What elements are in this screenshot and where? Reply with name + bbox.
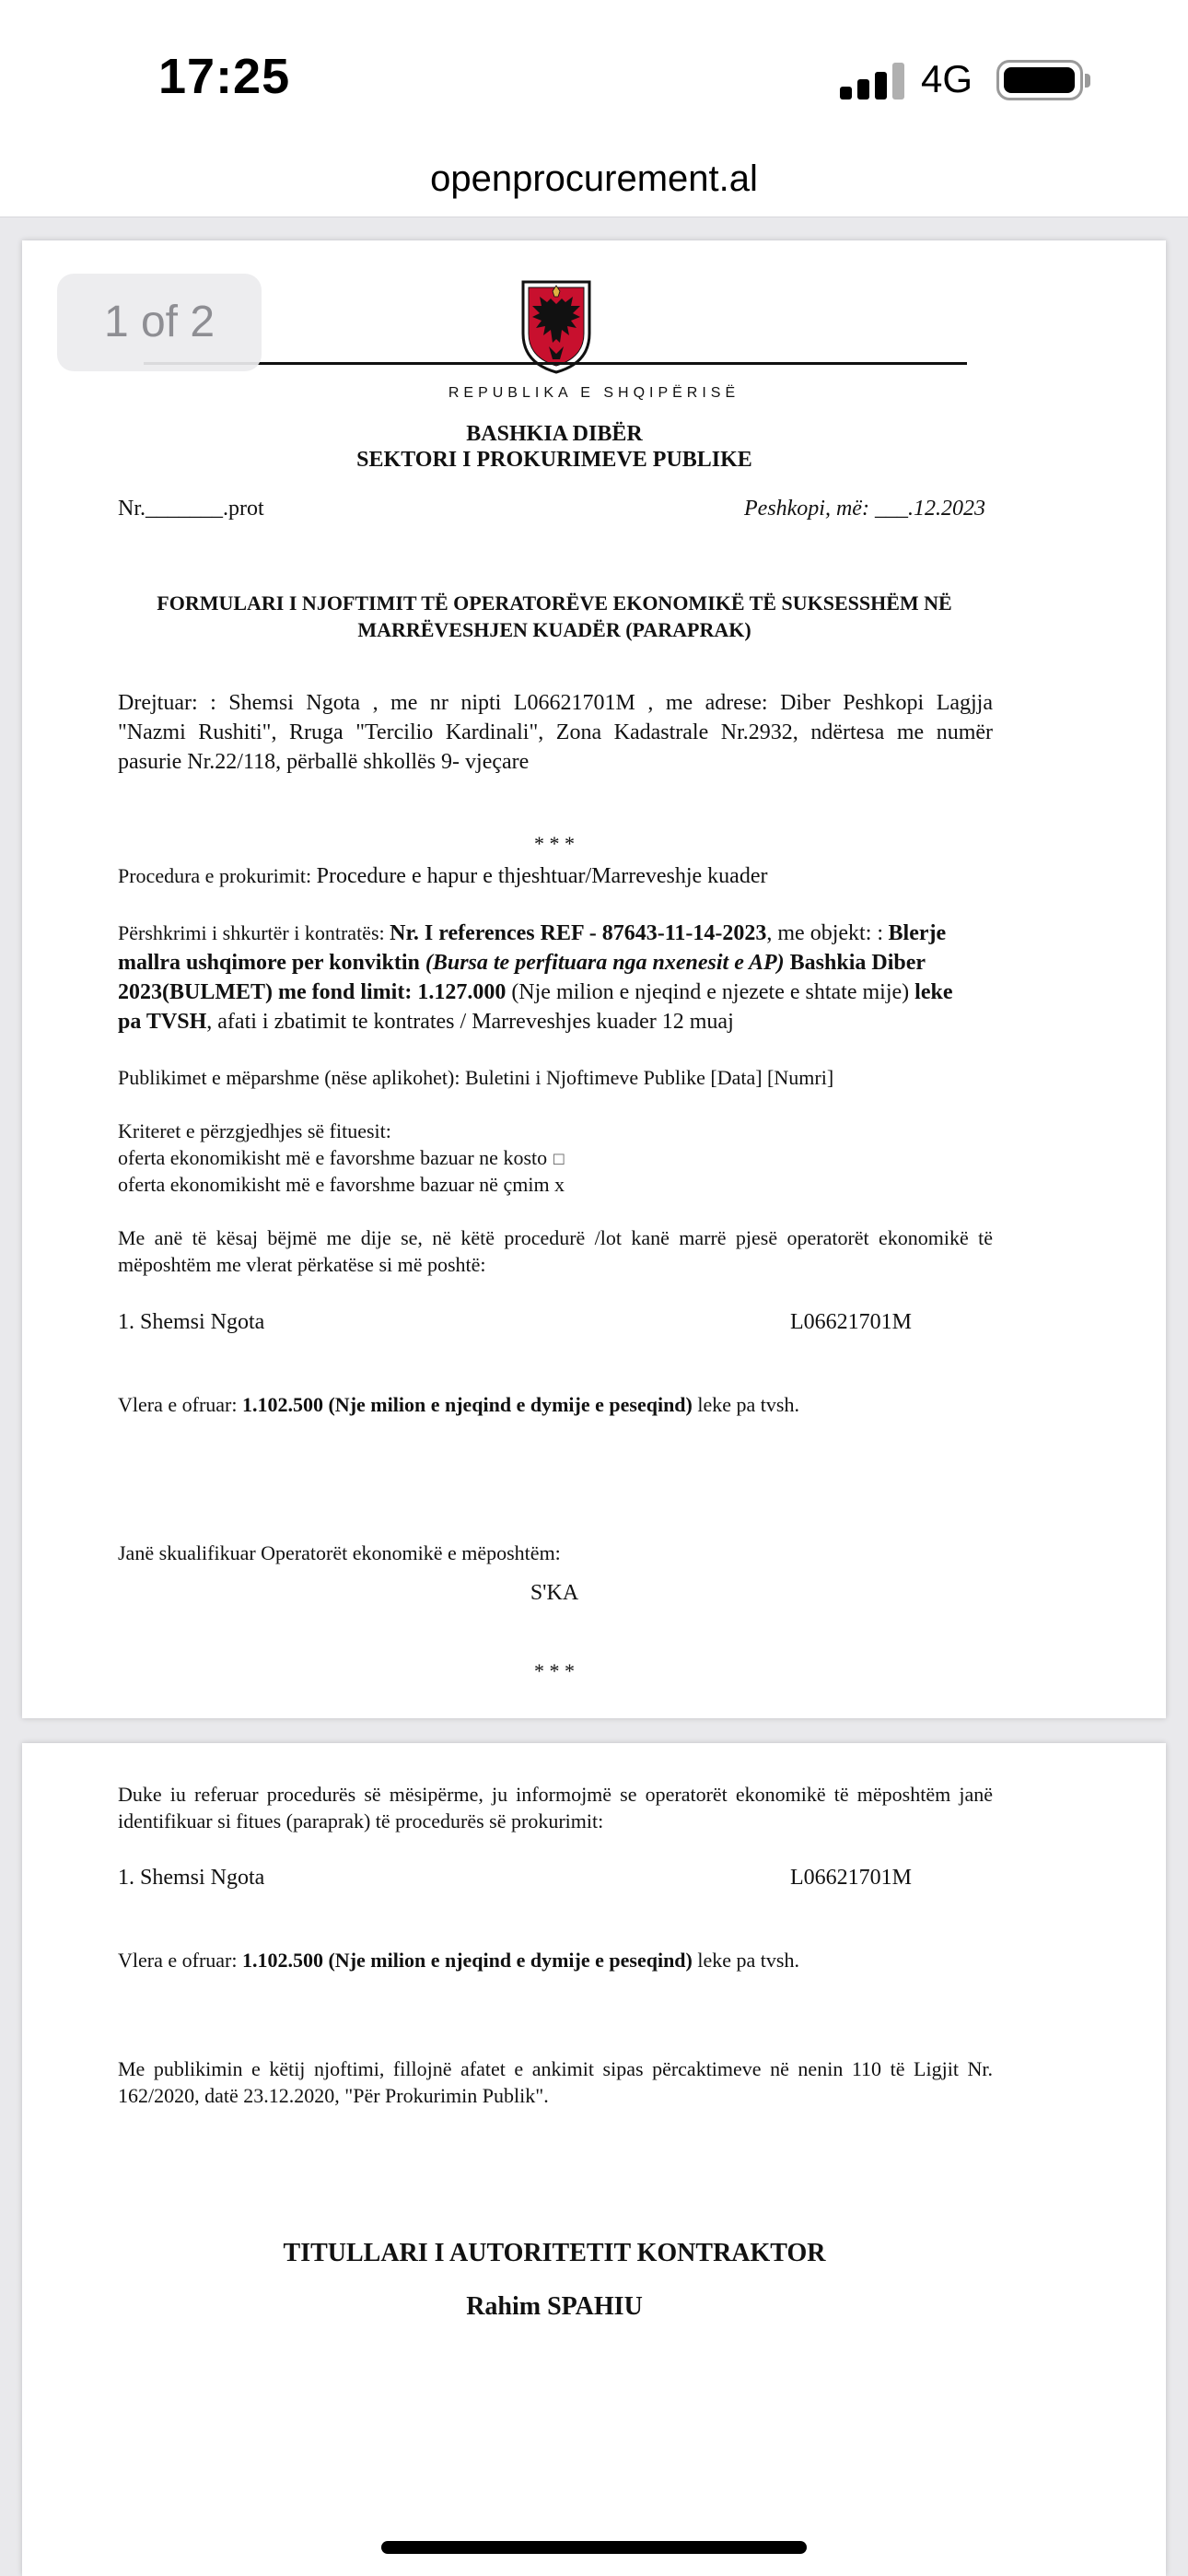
offer-label-2: Vlera e ofruar: xyxy=(118,1949,238,1972)
procedura-label: Procedura e prokurimit: xyxy=(118,864,312,887)
header-rule xyxy=(144,362,967,365)
address-bar[interactable] xyxy=(0,147,1188,217)
cellular-signal-icon xyxy=(840,63,906,100)
afati: , afati i zbatimit te kontrates / Marreveshjes kuader 12 muaj xyxy=(206,1010,734,1034)
page-indicator[interactable]: 1 of 2 xyxy=(57,274,262,371)
publikimet: Publikimet e mëparshme (nëse aplikohet): Buletini i Njoftimeve Publike [Data] [Numri] xyxy=(118,1066,834,1089)
procedura-row xyxy=(118,862,767,891)
pershkrimi-label: Përshkrimi i shkurtër i kontratës: xyxy=(118,921,385,944)
sektori-name: SEKTORI I PROKURIMEVE PUBLIKE xyxy=(356,448,752,472)
disqualified-value: S'KA xyxy=(530,1581,579,1605)
winners-intro-line1: Duke iu referuar procedurës së mësipërme, ju informojmë se operatorët ekonomikë të mëposhtëm janë xyxy=(118,1783,993,1806)
form-title-line1: FORMULARI I NJOFTIMIT TË OPERATORËVE EKONOMIKË TË SUKSESSHËM NË xyxy=(157,591,952,615)
fond-words: (Nje milion e njeqind e njezete e shtate mije) xyxy=(511,980,910,1004)
protocol-number: Nr._______.prot xyxy=(118,497,264,521)
objekt-text: mallra ushqimore per konviktin xyxy=(118,951,420,975)
offer-value: 1.102.500 (Nje milion e njeqind e dymije e peseqind) xyxy=(241,1393,693,1416)
offer-suffix-2: leke pa tvsh. xyxy=(697,1949,799,1972)
bashkia-name: BASHKIA DIBËR xyxy=(466,422,643,446)
separator-1: * * * xyxy=(534,832,575,855)
participant-nipt: L06621701M xyxy=(790,1310,912,1334)
separator-2: * * * xyxy=(534,1659,575,1682)
offer-label: Vlera e ofruar: xyxy=(118,1393,238,1416)
signature-name: Rahim SPAHIU xyxy=(466,2292,643,2321)
albanian-emblem-icon xyxy=(519,278,593,374)
offer-value-2: 1.102.500 (Nje milion e njeqind e dymije e peseqind) xyxy=(241,1949,693,1972)
signature-title: TITULLARI I AUTORITETIT KONTRAKTOR xyxy=(283,2239,826,2267)
participants-intro-line1: Me anë të kësaj bëjmë me dije se, në këtë procedurë /lot kanë marrë pjesë operatorët ekonomikë të xyxy=(118,1226,993,1249)
winner-name: 1. Shemsi Ngota xyxy=(118,1866,265,1890)
republika-header: REPUBLIKA E SHQIPËRISË xyxy=(448,385,740,401)
drejtuar-line3: pasurie Nr.22/118, përballë shkollës 9- vjeçare xyxy=(118,750,530,774)
pershkrimi-line4 xyxy=(118,1008,734,1036)
pa-tvsh: pa TVSH xyxy=(118,1010,207,1034)
pershkrimi-line1 xyxy=(118,919,946,948)
ankimi-line1: Me publikimin e këtij njoftimi, fillojnë afatet e ankimit sipas përcaktimeve në nenin 110 të Ligjit Nr. xyxy=(118,2057,993,2080)
pershkrimi-line2 xyxy=(118,949,926,978)
winner-nipt: L06621701M xyxy=(790,1866,912,1890)
ankimi-line2: 162/2020, datë 23.12.2020, "Për Prokurimin Publik". xyxy=(118,2084,549,2107)
document-date: Peshkopi, më: ___.12.2023 xyxy=(744,497,985,521)
participant-name: 1. Shemsi Ngota xyxy=(118,1310,265,1334)
clock: 17:25 xyxy=(158,49,291,104)
kriteret-option2: oferta ekonomikisht më e favorshme bazuar në çmim x xyxy=(118,1173,565,1196)
pershkrimi-line3 xyxy=(118,978,952,1007)
procedura-value: Procedure e hapur e thjeshtuar/Marreveshje kuader xyxy=(316,864,768,888)
objekt-bashkia: Bashkia Diber xyxy=(789,951,926,975)
objekt-start: Blerje xyxy=(888,921,947,945)
fond-limit: 2023(BULMET) me fond limit: 1.127.000 xyxy=(118,980,507,1004)
checkbox-icon: ☐ xyxy=(552,1151,565,1168)
disqualified-label: Janë skualifikuar Operatorët ekonomikë e mëposhtëm: xyxy=(118,1541,561,1564)
objekt-label: , me objekt: : xyxy=(766,921,884,945)
home-indicator[interactable] xyxy=(381,2541,807,2554)
kriteret-option1 xyxy=(118,1145,565,1172)
fond-currency: leke xyxy=(914,980,953,1004)
form-title-line2: MARRËVESHJEN KUADËR (PARAPRAK) xyxy=(357,618,751,641)
drejtuar-line1: Drejtuar: : Shemsi Ngota , me nr nipti L06621701M , me adrese: Diber Peshkopi Lagjja xyxy=(118,691,993,715)
reference-number: Nr. I references REF - 87643-11-14-2023 xyxy=(390,921,767,945)
offer-row-1 xyxy=(118,1392,799,1419)
objekt-italic: (Bursa te perfituara nga nxenesit e AP) xyxy=(425,951,785,975)
winners-intro-line2: identifikuar si fitues (paraprak) të procedurës së prokurimit: xyxy=(118,1809,604,1832)
network-type: 4G xyxy=(921,57,973,100)
offer-row-2 xyxy=(118,1948,799,1974)
participants-intro-line2: mëposhtëm me vlerat përkatëse si më poshtë: xyxy=(118,1253,486,1276)
kriteret-option1-text: oferta ekonomikisht më e favorshme bazuar ne kosto xyxy=(118,1146,548,1169)
drejtuar-line2: "Nazmi Rushiti", Rruga "Tercilio Kardinali", Zona Kadastrale Nr.2932, ndërtesa me numër xyxy=(118,720,993,744)
offer-suffix: leke pa tvsh. xyxy=(697,1393,799,1416)
url-text[interactable]: openprocurement.al xyxy=(430,158,758,199)
status-bar xyxy=(0,0,1188,147)
kriteret-label: Kriteret e përzgjedhjes së fituesit: xyxy=(118,1119,391,1142)
battery-icon xyxy=(996,60,1083,100)
